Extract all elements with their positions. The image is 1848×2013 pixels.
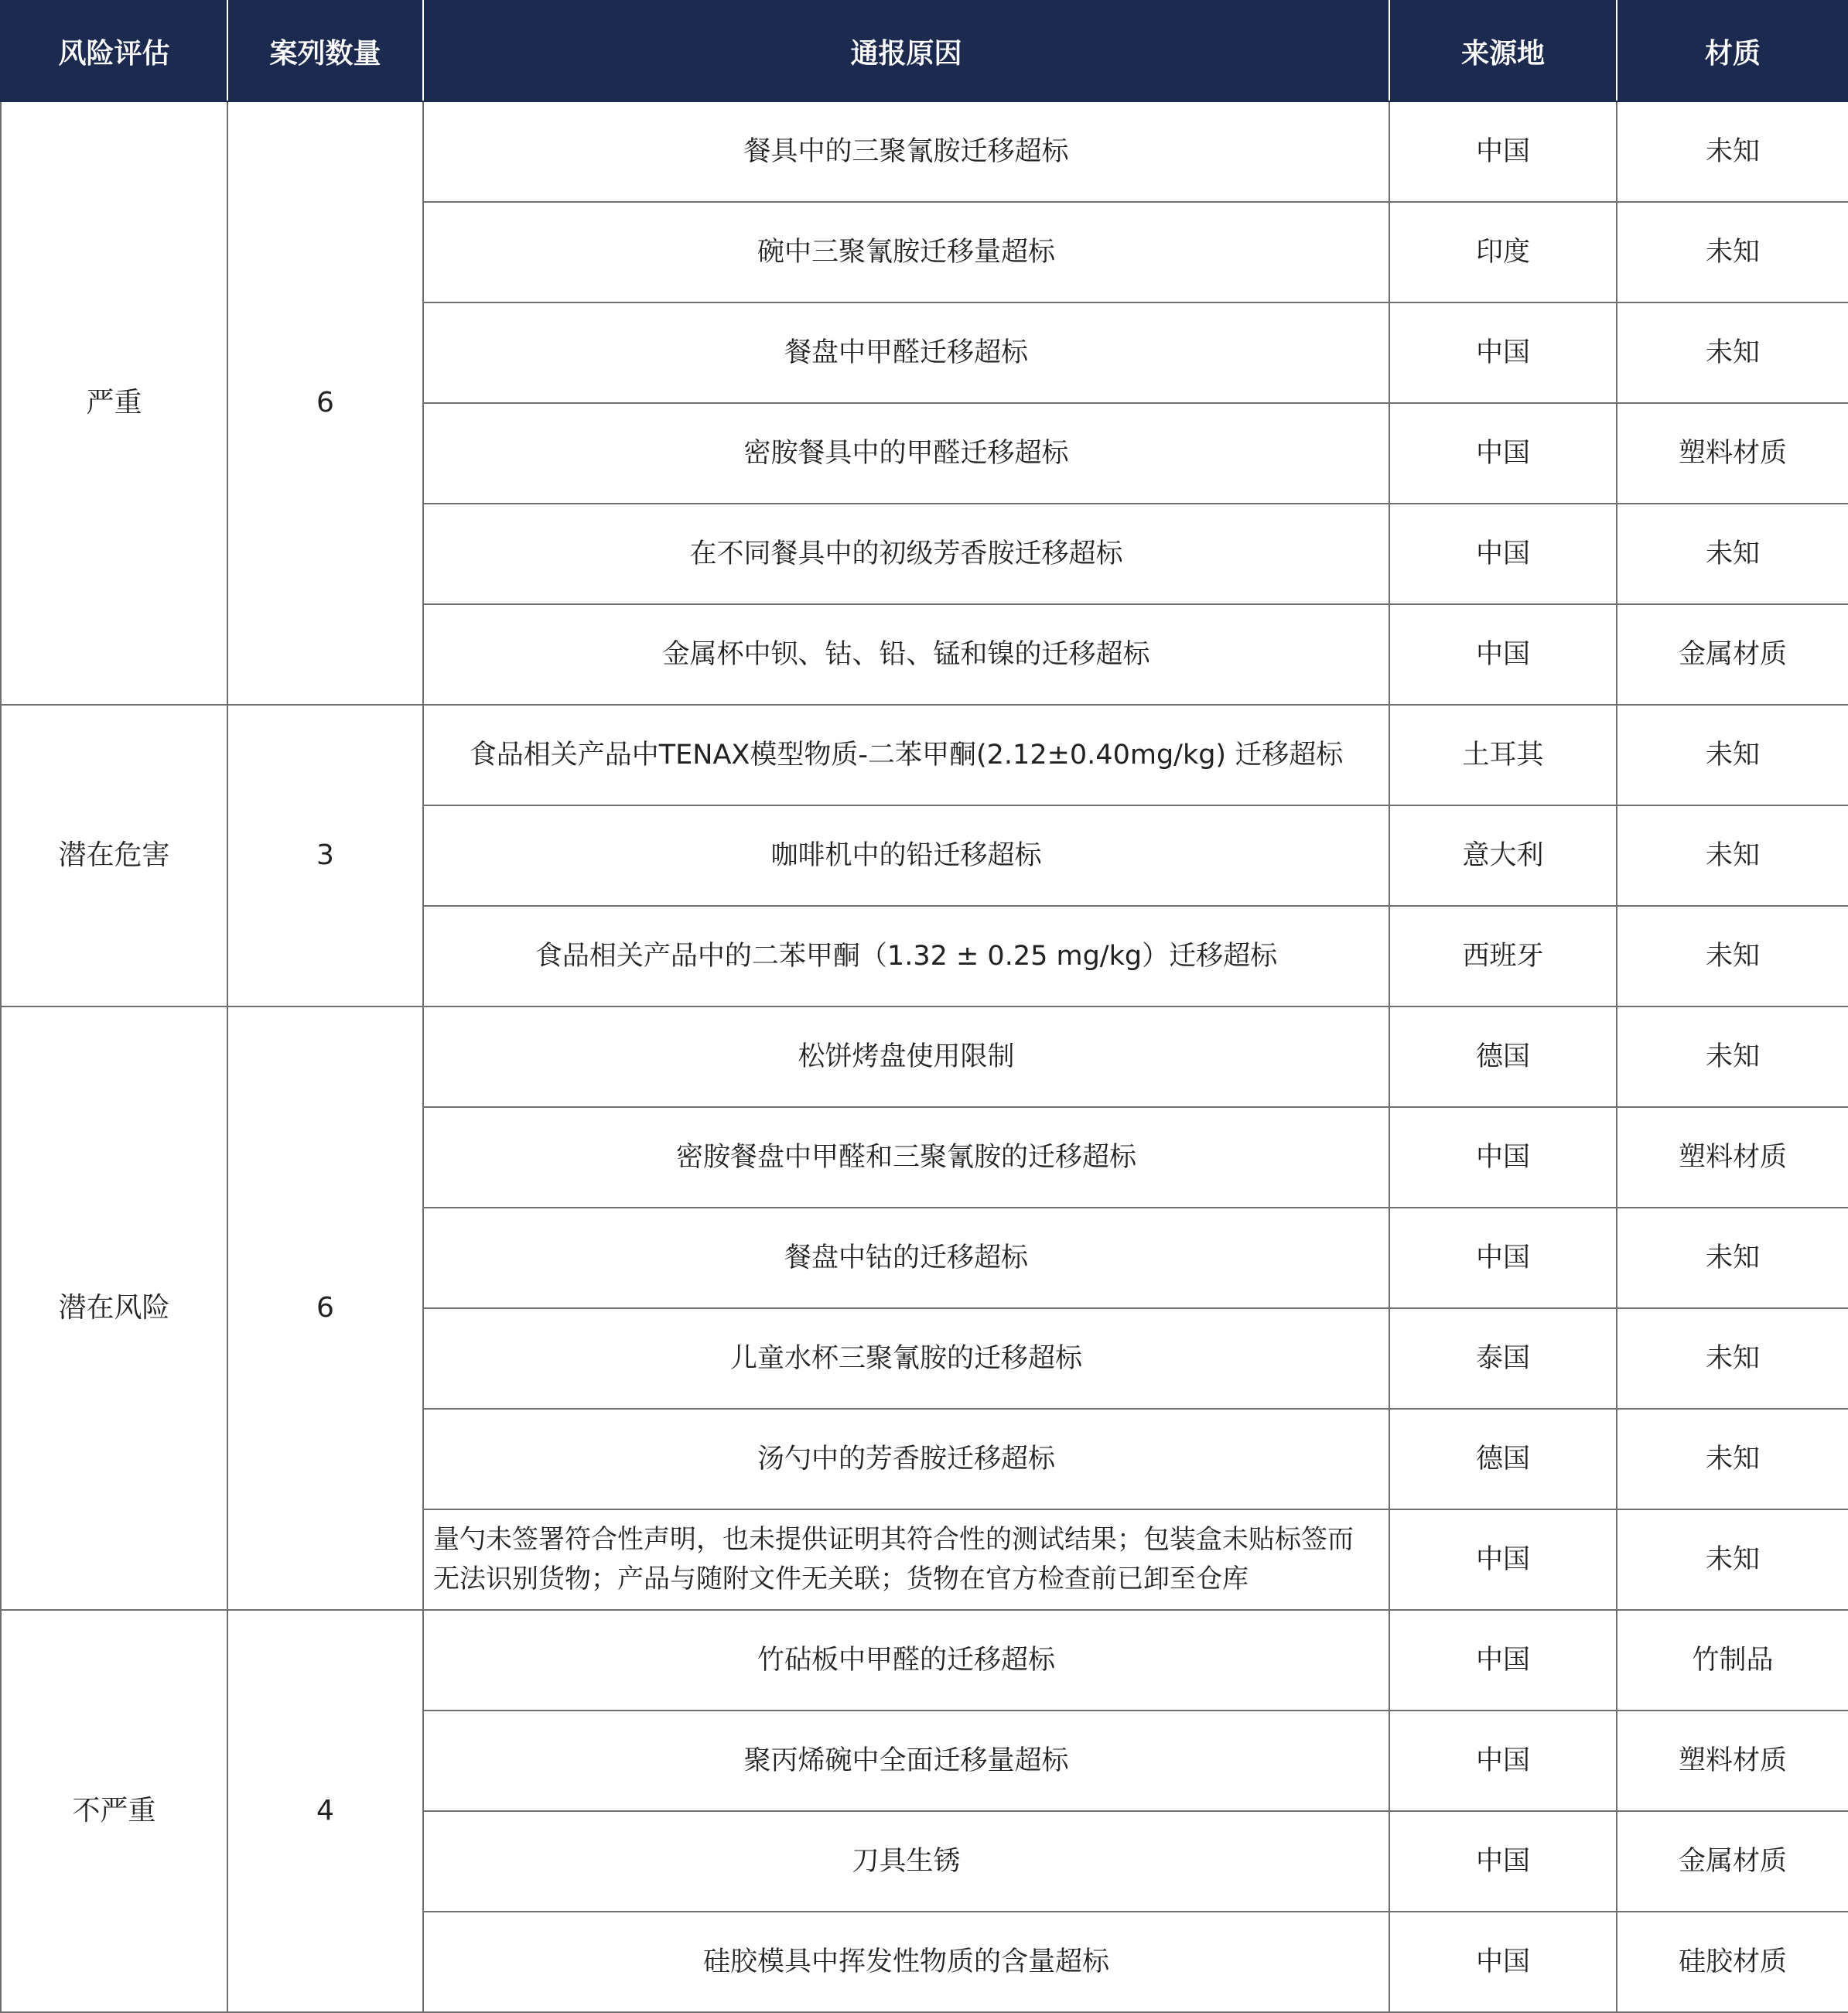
origin-cell: 中国 [1389, 1610, 1617, 1711]
material-cell: 未知 [1617, 1208, 1848, 1308]
reason-cell: 刀具生锈 [423, 1811, 1389, 1912]
origin-cell: 意大利 [1389, 805, 1617, 906]
origin-cell: 中国 [1389, 1509, 1617, 1610]
material-cell: 未知 [1617, 906, 1848, 1006]
reason-cell: 餐具中的三聚氰胺迁移超标 [423, 101, 1389, 202]
origin-cell: 印度 [1389, 202, 1617, 302]
header-origin: 来源地 [1389, 1, 1617, 101]
material-cell: 金属材质 [1617, 604, 1848, 705]
reason-cell: 咖啡机中的铅迁移超标 [423, 805, 1389, 906]
origin-cell: 中国 [1389, 1912, 1617, 2012]
origin-cell: 中国 [1389, 1811, 1617, 1912]
material-cell: 未知 [1617, 805, 1848, 906]
header-risk: 风险评估 [1, 1, 227, 101]
material-cell: 未知 [1617, 202, 1848, 302]
origin-cell: 中国 [1389, 504, 1617, 604]
header-count: 案列数量 [227, 1, 423, 101]
reason-cell: 密胺餐盘中甲醛和三聚氰胺的迁移超标 [423, 1107, 1389, 1208]
header-row [1, 1, 1848, 101]
material-cell: 金属材质 [1617, 1811, 1848, 1912]
case-count-cell: 6 [227, 1006, 423, 1610]
reason-cell: 硅胶模具中挥发性物质的含量超标 [423, 1912, 1389, 2012]
origin-cell: 泰国 [1389, 1308, 1617, 1409]
header-material: 材质 [1617, 1, 1848, 101]
table-row [1, 1006, 1848, 1107]
origin-cell: 中国 [1389, 1711, 1617, 1811]
reason-cell: 金属杯中钡、钴、铅、锰和镍的迁移超标 [423, 604, 1389, 705]
origin-cell: 德国 [1389, 1006, 1617, 1107]
reason-cell: 量勺未签署符合性声明，也未提供证明其符合性的测试结果；包装盒未贴标签而无法识别货物；产品与随附文件无关联；货物在官方检查前已卸至仓库 [423, 1509, 1389, 1610]
material-cell: 塑料材质 [1617, 1711, 1848, 1811]
reason-cell: 聚丙烯碗中全面迁移量超标 [423, 1711, 1389, 1811]
material-cell: 未知 [1617, 504, 1848, 604]
origin-cell: 中国 [1389, 1107, 1617, 1208]
case-count-cell: 3 [227, 705, 423, 1006]
risk-level-cell: 潜在危害 [1, 705, 227, 1006]
material-cell: 未知 [1617, 1509, 1848, 1610]
table-body [1, 101, 1848, 2012]
case-count-cell: 4 [227, 1610, 423, 2012]
material-cell: 未知 [1617, 1308, 1848, 1409]
origin-cell: 土耳其 [1389, 705, 1617, 805]
origin-cell: 中国 [1389, 403, 1617, 504]
reason-cell: 密胺餐具中的甲醛迁移超标 [423, 403, 1389, 504]
material-cell: 塑料材质 [1617, 1107, 1848, 1208]
header-reason: 通报原因 [423, 1, 1389, 101]
case-count-cell: 6 [227, 101, 423, 705]
reason-cell: 儿童水杯三聚氰胺的迁移超标 [423, 1308, 1389, 1409]
reason-cell: 餐盘中钴的迁移超标 [423, 1208, 1389, 1308]
material-cell: 未知 [1617, 705, 1848, 805]
origin-cell: 西班牙 [1389, 906, 1617, 1006]
material-cell: 未知 [1617, 302, 1848, 403]
origin-cell: 德国 [1389, 1409, 1617, 1509]
origin-cell: 中国 [1389, 604, 1617, 705]
table-row [1, 1610, 1848, 1711]
material-cell: 硅胶材质 [1617, 1912, 1848, 2012]
risk-level-cell: 严重 [1, 101, 227, 705]
material-cell: 未知 [1617, 101, 1848, 202]
reason-cell: 竹砧板中甲醛的迁移超标 [423, 1610, 1389, 1711]
table-row [1, 705, 1848, 805]
origin-cell: 中国 [1389, 1208, 1617, 1308]
reason-cell: 松饼烤盘使用限制 [423, 1006, 1389, 1107]
table-row [1, 101, 1848, 202]
reason-cell: 在不同餐具中的初级芳香胺迁移超标 [423, 504, 1389, 604]
reason-cell: 餐盘中甲醛迁移超标 [423, 302, 1389, 403]
reason-cell: 食品相关产品中TENAX模型物质-二苯甲酮(2.12±0.40mg/kg) 迁移超标 [423, 705, 1389, 805]
material-cell: 未知 [1617, 1006, 1848, 1107]
reason-cell: 食品相关产品中的二苯甲酮（1.32 ± 0.25 mg/kg）迁移超标 [423, 906, 1389, 1006]
material-cell: 塑料材质 [1617, 403, 1848, 504]
material-cell: 竹制品 [1617, 1610, 1848, 1711]
origin-cell: 中国 [1389, 101, 1617, 202]
risk-level-cell: 不严重 [1, 1610, 227, 2012]
risk-level-cell: 潜在风险 [1, 1006, 227, 1610]
reason-cell: 碗中三聚氰胺迁移量超标 [423, 202, 1389, 302]
origin-cell: 中国 [1389, 302, 1617, 403]
material-cell: 未知 [1617, 1409, 1848, 1509]
reason-cell: 汤勺中的芳香胺迁移超标 [423, 1409, 1389, 1509]
